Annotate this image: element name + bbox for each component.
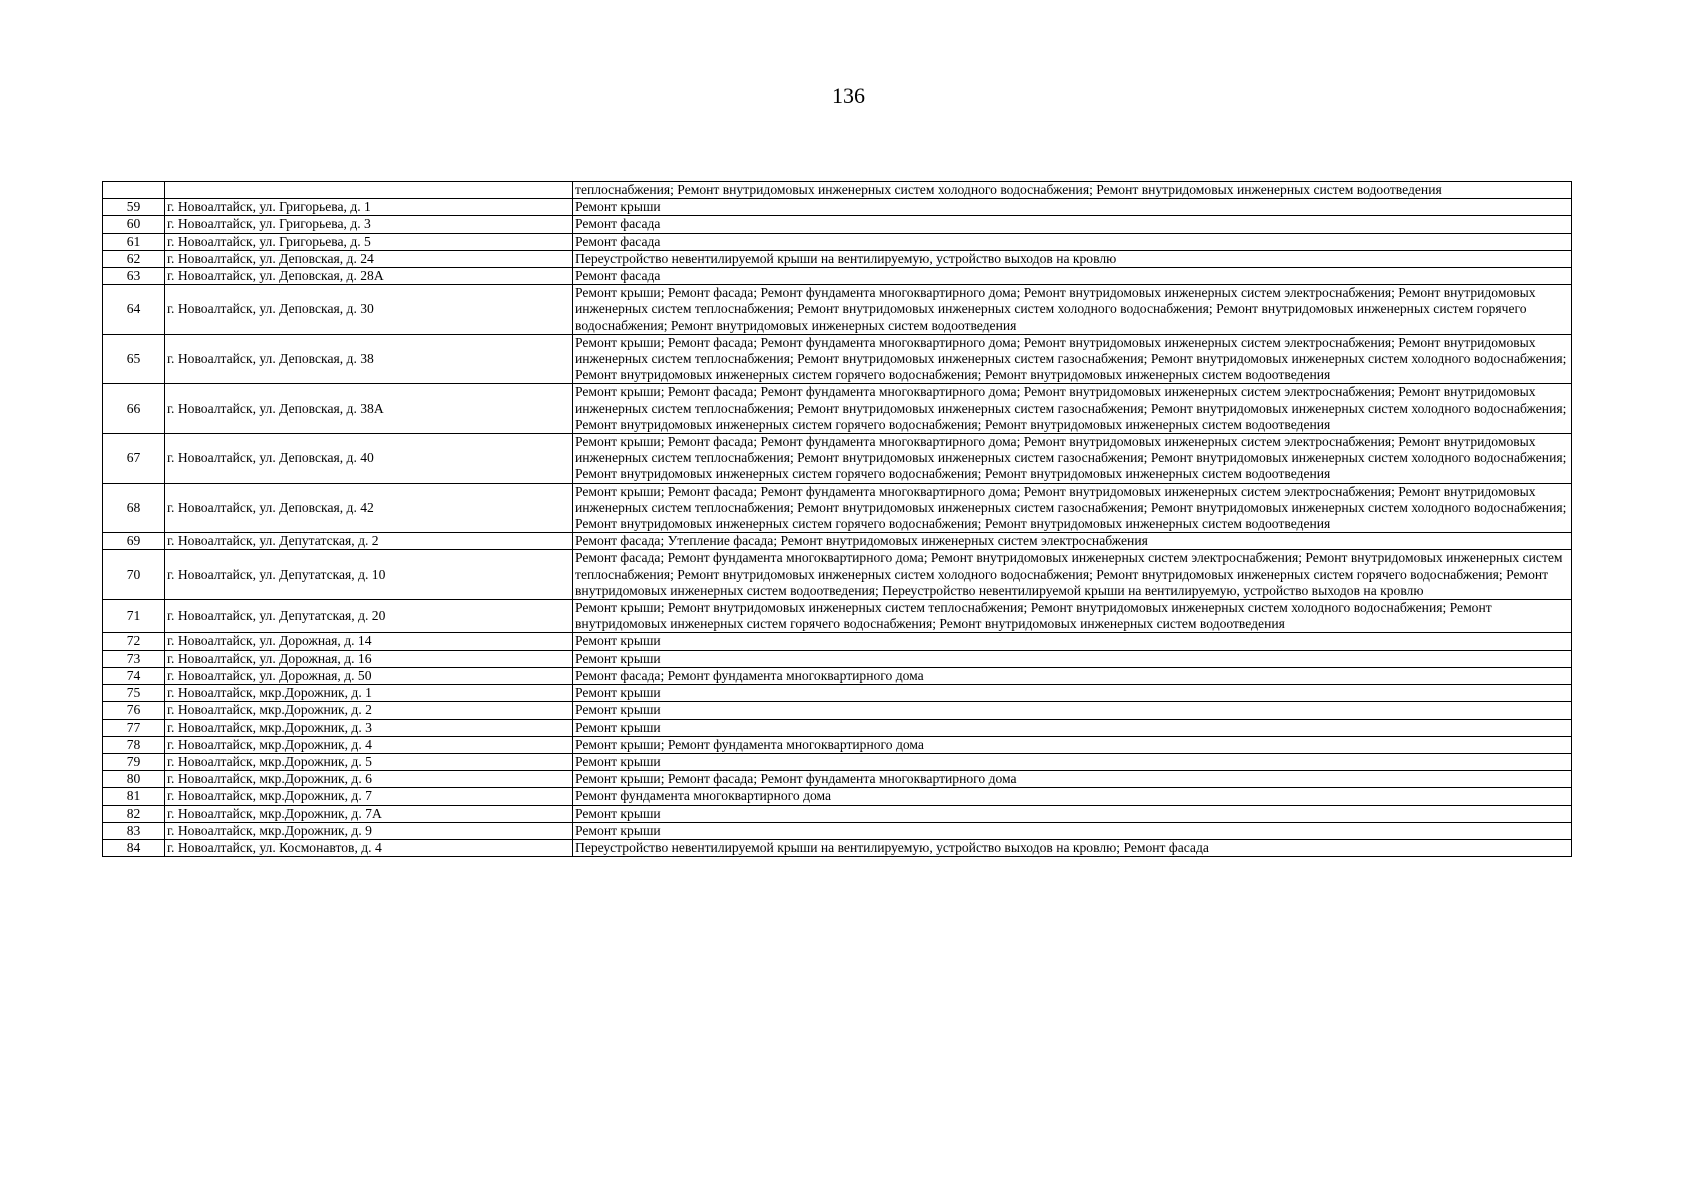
works-cell: Ремонт крыши: [573, 650, 1572, 667]
works-cell: Ремонт фасада; Ремонт фундамента многоквартирного дома: [573, 667, 1572, 684]
address-cell: г. Новоалтайск, ул. Григорьева, д. 5: [165, 233, 573, 250]
table-row: [103, 736, 1572, 753]
address-cell: г. Новоалтайск, ул. Дорожная, д. 50: [165, 667, 573, 684]
address-cell: г. Новоалтайск, ул. Космонавтов, д. 4: [165, 839, 573, 856]
row-number-cell: 75: [103, 685, 165, 702]
row-number-cell: 61: [103, 233, 165, 250]
works-cell: Ремонт крыши; Ремонт фасада; Ремонт фундамента многоквартирного дома: [573, 771, 1572, 788]
works-cell: Переустройство невентилируемой крыши на вентилируемую, устройство выходов на кровлю: [573, 250, 1572, 267]
works-cell: Ремонт фасада; Утепление фасада; Ремонт внутридомовых инженерных систем электроснабжения: [573, 533, 1572, 550]
works-cell: Ремонт крыши; Ремонт фасада; Ремонт фундамента многоквартирного дома; Ремонт внутридомовых инженерных систем электроснабжения; Ремонт внутридомовых инженерных систем теплоснабжения; Ремонт внутридомовых инженерных систем холодного водоснабжения; Ремонт внутридомовых инженерных систем горячего водоснабжения; Ремонт внутридомовых инженерных систем водоотведения: [573, 285, 1572, 335]
address-cell: г. Новоалтайск, ул. Деповская, д. 38А: [165, 384, 573, 434]
works-cell: Ремонт фундамента многоквартирного дома: [573, 788, 1572, 805]
row-number-cell: 59: [103, 199, 165, 216]
table-row: [103, 216, 1572, 233]
table-row: [103, 650, 1572, 667]
table-row: [103, 719, 1572, 736]
row-number-cell: 81: [103, 788, 165, 805]
row-number-cell: 72: [103, 633, 165, 650]
works-cell: Переустройство невентилируемой крыши на вентилируемую, устройство выходов на кровлю; Ремонт фасада: [573, 839, 1572, 856]
address-cell: г. Новоалтайск, мкр.Дорожник, д. 9: [165, 822, 573, 839]
address-cell: г. Новоалтайск, ул. Григорьева, д. 3: [165, 216, 573, 233]
table-row: [103, 550, 1572, 600]
table-row: [103, 633, 1572, 650]
row-number-cell: 60: [103, 216, 165, 233]
works-cell: Ремонт крыши; Ремонт фасада; Ремонт фундамента многоквартирного дома; Ремонт внутридомовых инженерных систем электроснабжения; Ремонт внутридомовых инженерных систем теплоснабжения; Ремонт внутридомовых инженерных систем газоснабжения; Ремонт внутридомовых инженерных систем холодного водоснабжения; Ремонт внутридомовых инженерных систем горячего водоснабжения; Ремонт внутридомовых инженерных систем водоотведения: [573, 334, 1572, 384]
row-number-cell: 76: [103, 702, 165, 719]
works-cell: Ремонт крыши; Ремонт внутридомовых инженерных систем теплоснабжения; Ремонт внутридомовых инженерных систем холодного водоснабжения; Ремонт внутридомовых инженерных систем горячего водоснабжения; Ремонт внутридомовых инженерных систем водоотведения: [573, 600, 1572, 633]
address-cell: г. Новоалтайск, мкр.Дорожник, д. 7А: [165, 805, 573, 822]
address-cell: г. Новоалтайск, ул. Деповская, д. 24: [165, 250, 573, 267]
row-number-cell: 70: [103, 550, 165, 600]
table-row: [103, 788, 1572, 805]
table-row: [103, 199, 1572, 216]
row-number-cell: 79: [103, 753, 165, 770]
row-number-cell: 83: [103, 822, 165, 839]
table-row: [103, 839, 1572, 856]
address-cell: г. Новоалтайск, мкр.Дорожник, д. 2: [165, 702, 573, 719]
address-cell: г. Новоалтайск, ул. Депутатская, д. 10: [165, 550, 573, 600]
address-cell: г. Новоалтайск, ул. Дорожная, д. 16: [165, 650, 573, 667]
address-cell: г. Новоалтайск, ул. Депутатская, д. 2: [165, 533, 573, 550]
row-number-cell: [103, 182, 165, 199]
address-cell: г. Новоалтайск, ул. Григорьева, д. 1: [165, 199, 573, 216]
table-row: [103, 384, 1572, 434]
address-cell: г. Новоалтайск, мкр.Дорожник, д. 4: [165, 736, 573, 753]
works-cell: Ремонт крыши; Ремонт фасада; Ремонт фундамента многоквартирного дома; Ремонт внутридомовых инженерных систем электроснабжения; Ремонт внутридомовых инженерных систем теплоснабжения; Ремонт внутридомовых инженерных систем газоснабжения; Ремонт внутридомовых инженерных систем холодного водоснабжения; Ремонт внутридомовых инженерных систем горячего водоснабжения; Ремонт внутридомовых инженерных систем водоотведения: [573, 434, 1572, 484]
table-row: [103, 483, 1572, 533]
works-cell: Ремонт крыши: [573, 199, 1572, 216]
row-number-cell: 65: [103, 334, 165, 384]
address-cell: г. Новоалтайск, ул. Деповская, д. 28А: [165, 268, 573, 285]
table-row: [103, 685, 1572, 702]
works-cell: Ремонт фасада: [573, 216, 1572, 233]
table-row: [103, 285, 1572, 335]
row-number-cell: 82: [103, 805, 165, 822]
works-cell: Ремонт крыши: [573, 719, 1572, 736]
works-cell: Ремонт фасада: [573, 268, 1572, 285]
table-row: [103, 334, 1572, 384]
table-row: [103, 822, 1572, 839]
table-row: [103, 182, 1572, 199]
table-row: [103, 533, 1572, 550]
works-cell: Ремонт крыши: [573, 805, 1572, 822]
works-cell: Ремонт крыши: [573, 753, 1572, 770]
table-row: [103, 233, 1572, 250]
row-number-cell: 67: [103, 434, 165, 484]
works-cell: Ремонт крыши; Ремонт фундамента многоквартирного дома: [573, 736, 1572, 753]
table-row: [103, 434, 1572, 484]
table-row: [103, 250, 1572, 267]
row-number-cell: 66: [103, 384, 165, 434]
works-cell: Ремонт крыши; Ремонт фасада; Ремонт фундамента многоквартирного дома; Ремонт внутридомовых инженерных систем электроснабжения; Ремонт внутридомовых инженерных систем теплоснабжения; Ремонт внутридомовых инженерных систем газоснабжения; Ремонт внутридомовых инженерных систем холодного водоснабжения; Ремонт внутридомовых инженерных систем горячего водоснабжения; Ремонт внутридомовых инженерных систем водоотведения: [573, 483, 1572, 533]
works-table-body: [103, 182, 1572, 857]
row-number-cell: 73: [103, 650, 165, 667]
table-row: [103, 753, 1572, 770]
row-number-cell: 62: [103, 250, 165, 267]
table-row: [103, 702, 1572, 719]
row-number-cell: 69: [103, 533, 165, 550]
row-number-cell: 84: [103, 839, 165, 856]
table-row: [103, 600, 1572, 633]
address-cell: г. Новоалтайск, ул. Деповская, д. 38: [165, 334, 573, 384]
table-row: [103, 805, 1572, 822]
works-table: [102, 181, 1572, 857]
address-cell: г. Новоалтайск, мкр.Дорожник, д. 1: [165, 685, 573, 702]
address-cell: г. Новоалтайск, мкр.Дорожник, д. 6: [165, 771, 573, 788]
row-number-cell: 77: [103, 719, 165, 736]
row-number-cell: 78: [103, 736, 165, 753]
row-number-cell: 74: [103, 667, 165, 684]
page-number: 136: [832, 83, 865, 108]
table-row: [103, 771, 1572, 788]
row-number-cell: 71: [103, 600, 165, 633]
works-cell: Ремонт фасада: [573, 233, 1572, 250]
works-cell: Ремонт крыши: [573, 633, 1572, 650]
table-row: [103, 667, 1572, 684]
works-cell: теплоснабжения; Ремонт внутридомовых инженерных систем холодного водоснабжения; Ремонт внутридомовых инженерных систем водоотведения: [573, 182, 1572, 199]
works-cell: Ремонт крыши; Ремонт фасада; Ремонт фундамента многоквартирного дома; Ремонт внутридомовых инженерных систем электроснабжения; Ремонт внутридомовых инженерных систем теплоснабжения; Ремонт внутридомовых инженерных систем газоснабжения; Ремонт внутридомовых инженерных систем холодного водоснабжения; Ремонт внутридомовых инженерных систем горячего водоснабжения; Ремонт внутридомовых инженерных систем водоотведения: [573, 384, 1572, 434]
address-cell: г. Новоалтайск, мкр.Дорожник, д. 3: [165, 719, 573, 736]
address-cell: г. Новоалтайск, ул. Депутатская, д. 20: [165, 600, 573, 633]
row-number-cell: 68: [103, 483, 165, 533]
works-cell: Ремонт крыши: [573, 702, 1572, 719]
row-number-cell: 63: [103, 268, 165, 285]
address-cell: [165, 182, 573, 199]
address-cell: г. Новоалтайск, ул. Деповская, д. 42: [165, 483, 573, 533]
address-cell: г. Новоалтайск, мкр.Дорожник, д. 5: [165, 753, 573, 770]
row-number-cell: 80: [103, 771, 165, 788]
row-number-cell: 64: [103, 285, 165, 335]
address-cell: г. Новоалтайск, ул. Деповская, д. 40: [165, 434, 573, 484]
address-cell: г. Новоалтайск, мкр.Дорожник, д. 7: [165, 788, 573, 805]
table-row: [103, 268, 1572, 285]
works-cell: Ремонт крыши: [573, 685, 1572, 702]
address-cell: г. Новоалтайск, ул. Дорожная, д. 14: [165, 633, 573, 650]
works-cell: Ремонт фасада; Ремонт фундамента многоквартирного дома; Ремонт внутридомовых инженерных систем электроснабжения; Ремонт внутридомовых инженерных систем теплоснабжения; Ремонт внутридомовых инженерных систем холодного водоснабжения; Ремонт внутридомовых инженерных систем горячего водоснабжения; Ремонт внутридомовых инженерных систем водоотведения; Переустройство невентилируемой крыши на вентилируемую, устройство выходов на кровлю: [573, 550, 1572, 600]
address-cell: г. Новоалтайск, ул. Деповская, д. 30: [165, 285, 573, 335]
works-cell: Ремонт крыши: [573, 822, 1572, 839]
